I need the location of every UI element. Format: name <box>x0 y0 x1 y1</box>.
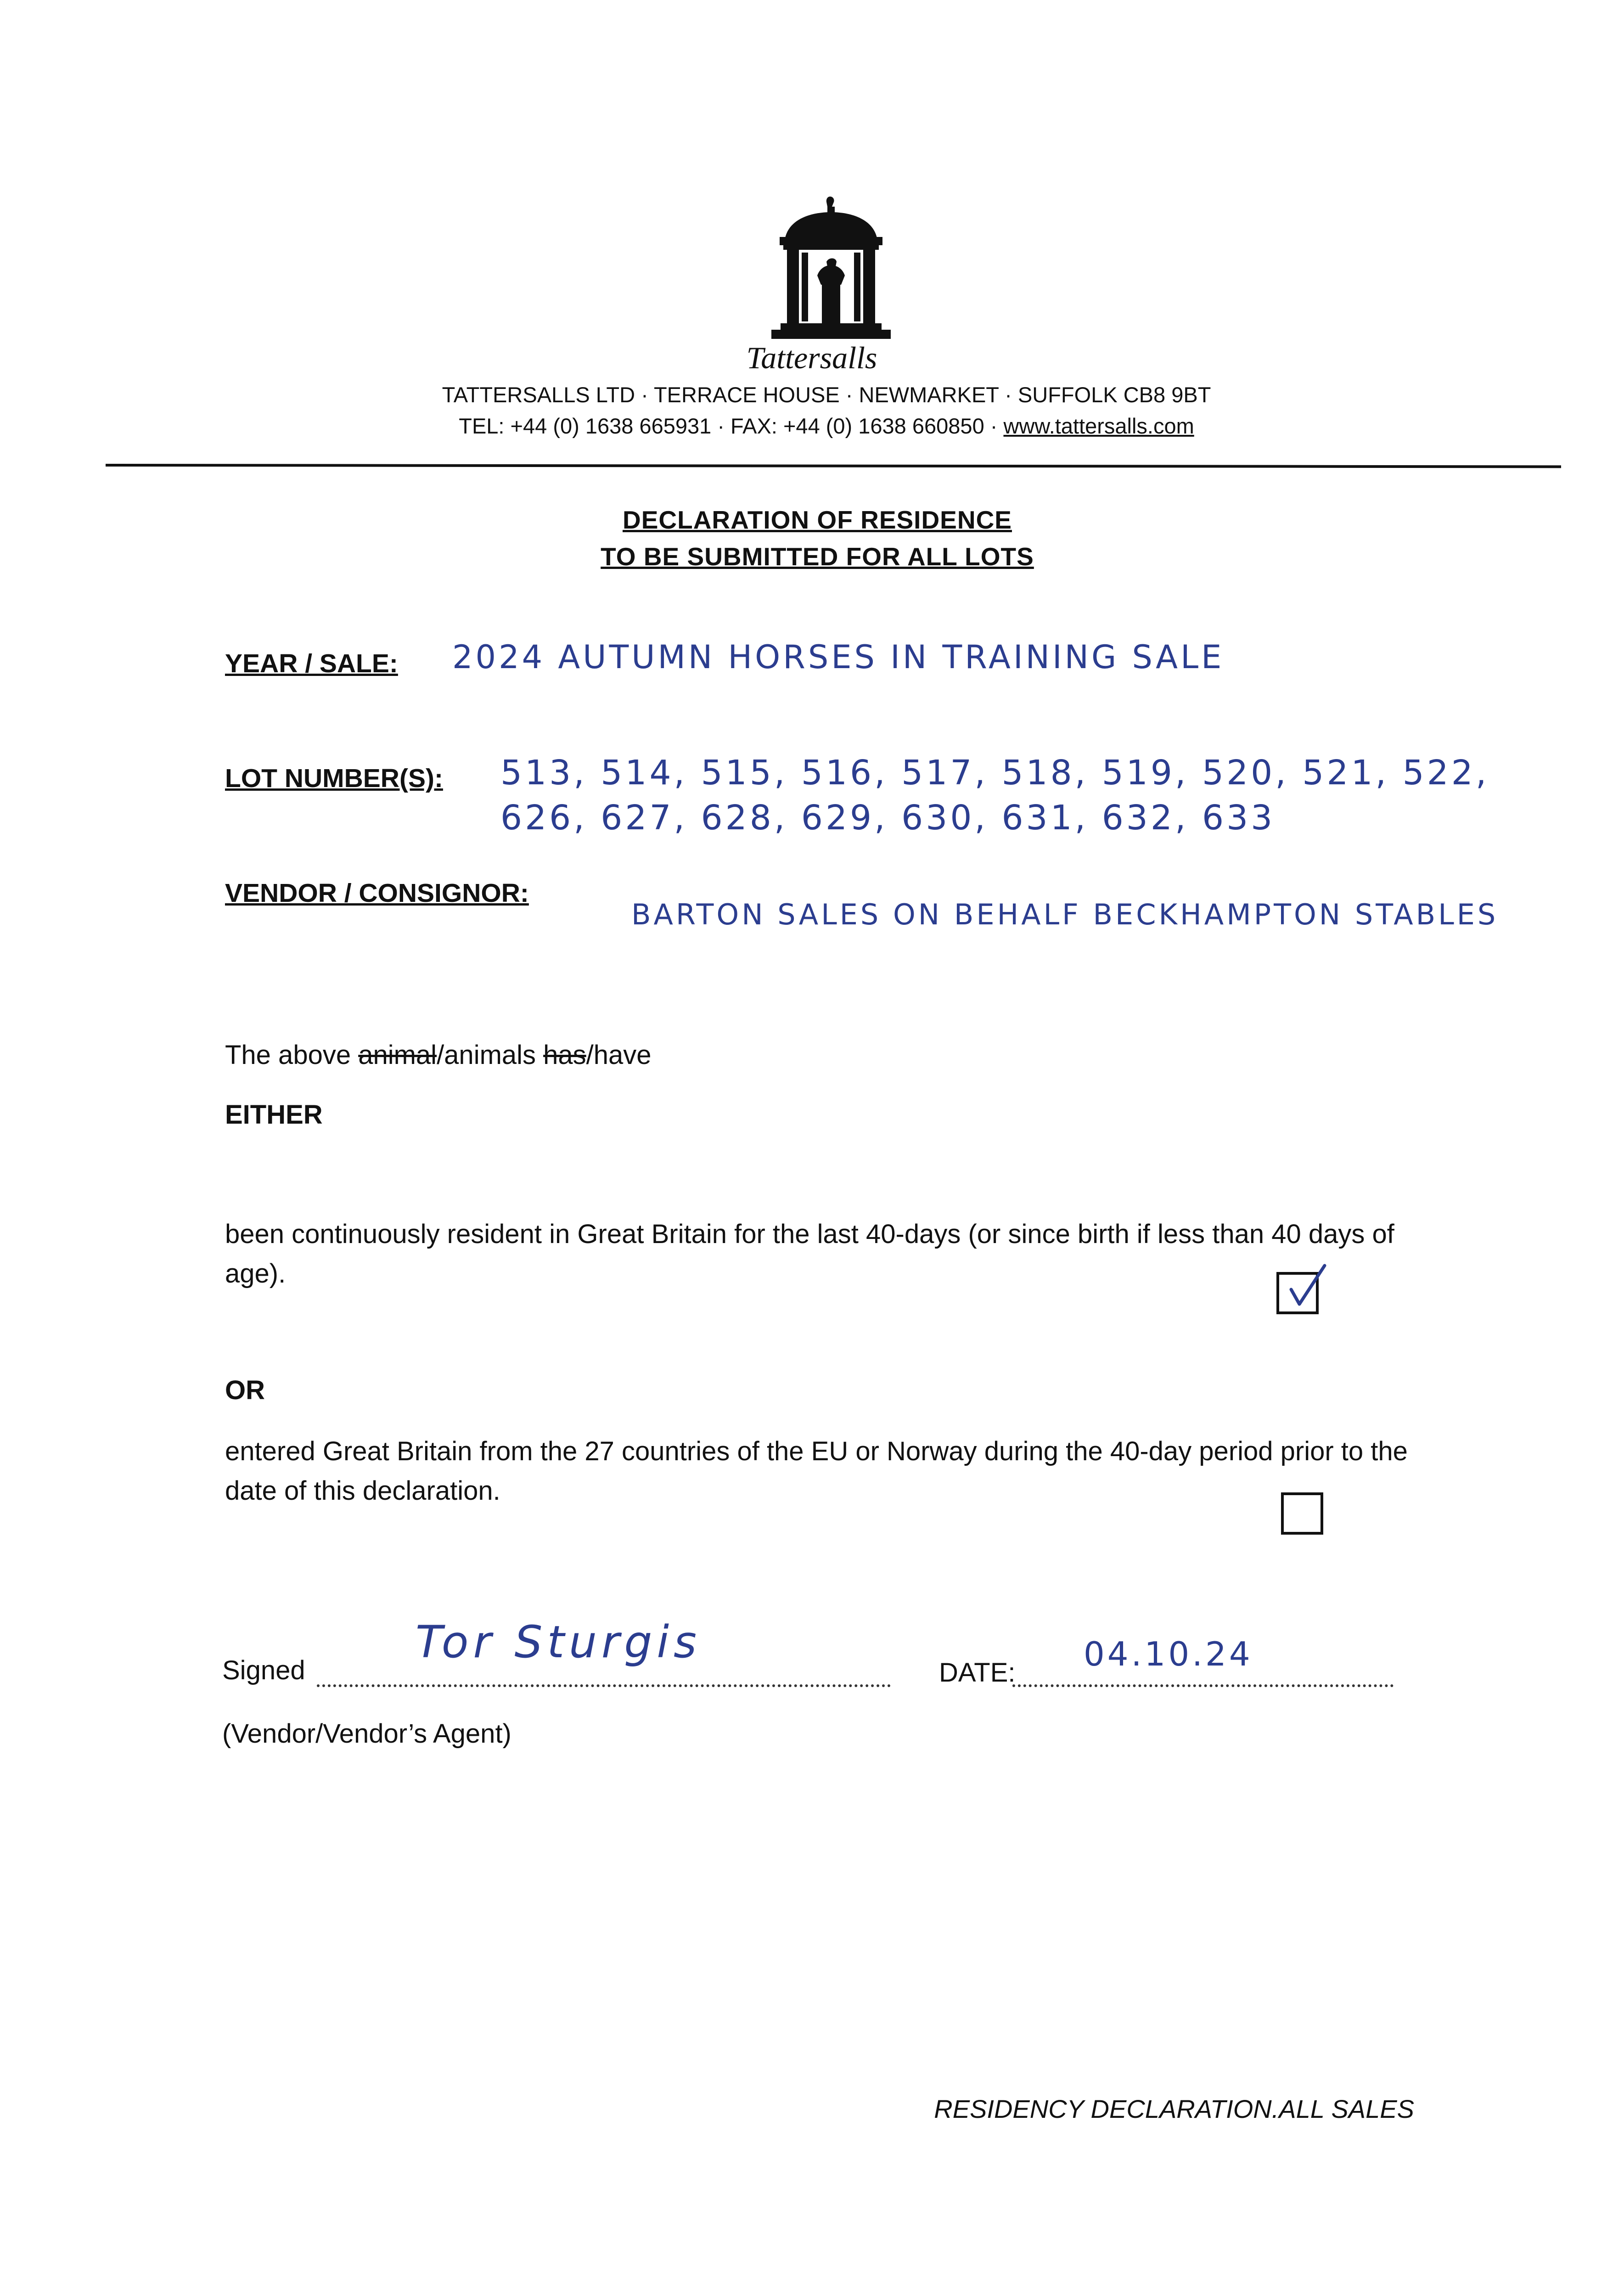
animals-statement <box>225 1035 652 1075</box>
option2-text: entered Great Britain from the 27 countries of the EU or Norway during the 40-day period prior to the date of this declaration. <box>225 1436 1408 1506</box>
company-contact <box>321 413 1332 439</box>
statement-prefix: The above <box>225 1040 359 1070</box>
header-divider <box>106 464 1561 468</box>
checkmark-icon <box>1281 1262 1332 1312</box>
date-line <box>1012 1684 1394 1687</box>
phone-fax: TEL: +44 (0) 1638 665931 · FAX: +44 (0) 1638 660850 · <box>459 414 1004 438</box>
option2-checkbox[interactable] <box>1281 1492 1323 1535</box>
tattersalls-logo-icon <box>753 193 909 344</box>
either-label: EITHER <box>225 1100 323 1130</box>
year-sale-label: YEAR / SALE: <box>225 649 398 678</box>
or-label: OR <box>225 1375 265 1405</box>
struck-has: has <box>543 1040 586 1070</box>
vendor-label: VENDOR / CONSIGNOR: <box>225 878 529 908</box>
statement-have: /have <box>586 1040 652 1070</box>
form-title: DECLARATION OF RESIDENCE <box>622 506 1012 534</box>
statement-animals: /animals <box>437 1040 544 1070</box>
date-value[interactable]: 04.10.24 <box>1084 1635 1253 1673</box>
signature-line <box>317 1684 891 1687</box>
struck-animal: animal <box>358 1040 437 1070</box>
website-link[interactable]: www.tattersalls.com <box>1003 414 1194 438</box>
company-address: TATTERSALLS LTD · TERRACE HOUSE · NEWMARKET · SUFFOLK CB8 9BT <box>442 383 1211 407</box>
signer-role: (Vendor/Vendor’s Agent) <box>222 1719 511 1749</box>
brand-name: Tattersalls <box>746 340 877 375</box>
option1-text: been continuously resident in Great Britain for the last 40-days (or since birth if less than 40 days of age). <box>225 1219 1394 1289</box>
vendor-value[interactable]: BARTON SALES ON BEHALF BECKHAMPTON STABLES <box>631 898 1499 931</box>
signature-handwriting: Tor Sturgis <box>416 1616 702 1668</box>
signed-label: Signed <box>222 1655 305 1685</box>
lot-numbers-line2[interactable]: 626, 627, 628, 629, 630, 631, 632, 633 <box>500 798 1276 838</box>
footer-reference: RESIDENCY DECLARATION.ALL SALES <box>934 2094 1414 2123</box>
year-sale-value[interactable]: 2024 AUTUMN HORSES IN TRAINING SALE <box>452 638 1225 676</box>
lot-numbers-label: LOT NUMBER(S): <box>225 764 443 793</box>
form-subtitle: TO BE SUBMITTED FOR ALL LOTS <box>601 542 1034 571</box>
lot-numbers-line1[interactable]: 513, 514, 515, 516, 517, 518, 519, 520, 521, 522, <box>500 753 1489 793</box>
date-label: DATE: <box>939 1658 1016 1688</box>
